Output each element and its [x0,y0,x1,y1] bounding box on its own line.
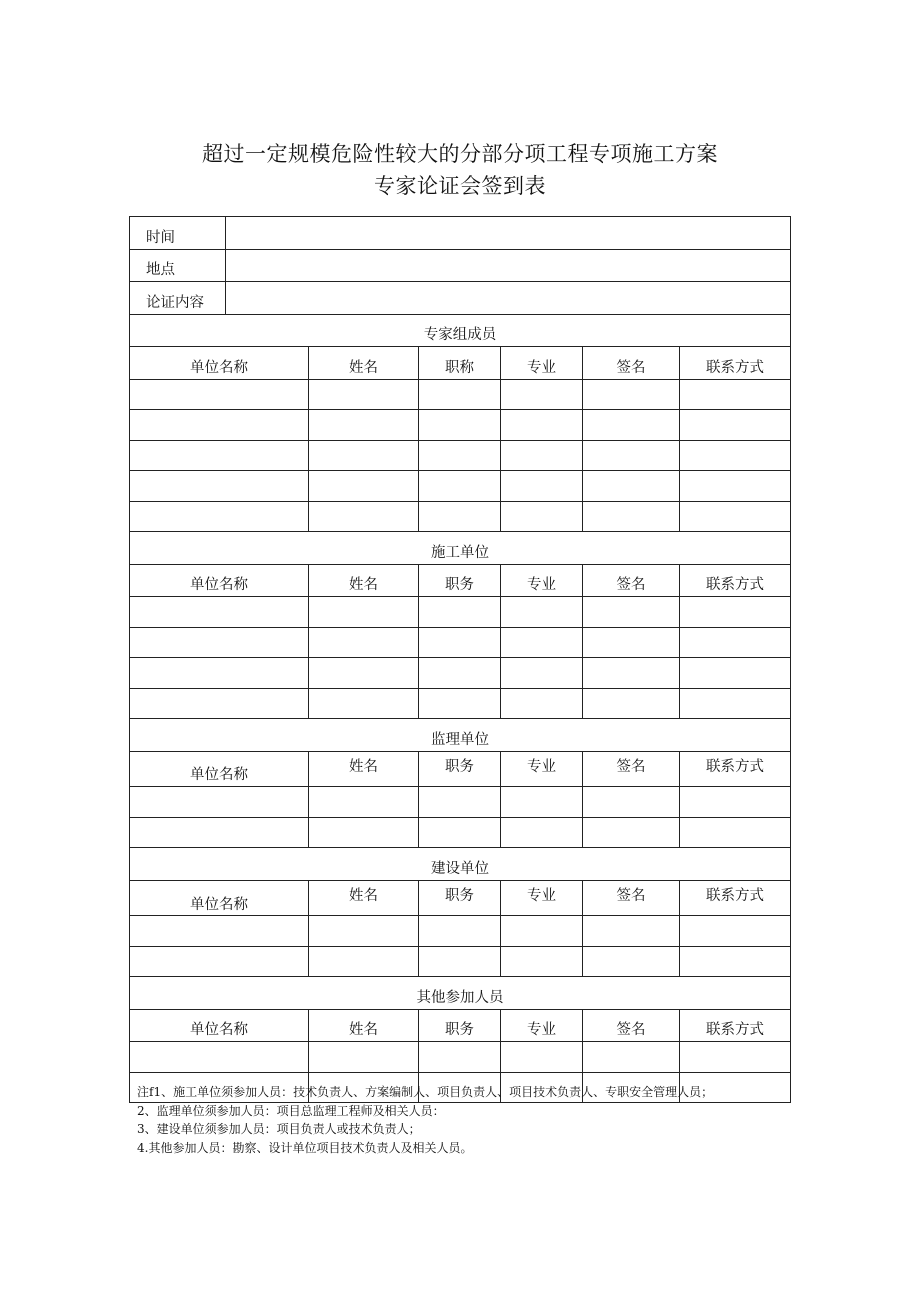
entry-row [130,440,791,471]
note-3: 3、建设单位须参加人员：项目负责人或技术负责人； [137,1122,421,1136]
entry-cell[interactable] [419,946,501,977]
entry-row [130,1042,791,1073]
entry-row [130,787,791,818]
entry-cell[interactable] [419,379,501,410]
entry-cell[interactable] [583,688,680,719]
entry-cell[interactable] [309,379,419,410]
entry-cell[interactable] [680,658,791,689]
column-header: 签名 [583,880,680,916]
entry-cell[interactable] [309,688,419,719]
form-title: 超过一定规模危险性较大的分部分项工程专项施工方案 [202,142,718,166]
entry-cell[interactable] [583,1042,680,1073]
entry-cell[interactable] [309,627,419,658]
entry-row [130,379,791,410]
entry-cell[interactable] [501,817,583,848]
entry-cell[interactable] [309,916,419,947]
entry-cell[interactable] [419,471,501,502]
entry-cell[interactable] [583,501,680,532]
info-value-cell[interactable] [226,217,791,250]
entry-cell[interactable] [419,787,501,818]
entry-cell[interactable] [309,658,419,689]
entry-cell[interactable] [501,501,583,532]
entry-cell[interactable] [583,471,680,502]
form-subtitle: 专家论证会签到表 [374,174,546,198]
column-header: 专业 [501,880,583,916]
entry-cell[interactable] [583,440,680,471]
entry-cell[interactable] [309,817,419,848]
column-header-row [130,564,791,597]
entry-cell[interactable] [130,627,309,658]
column-header-row [130,347,791,380]
info-value-cell[interactable] [226,282,791,315]
note-1: 注f1、施工单位须参加人员：技术负责人、方案编制人、项目负责人、项目技术负责人、专职安全管理人员； [137,1085,714,1099]
info-row [130,282,791,315]
entry-cell[interactable] [583,627,680,658]
note-4: 4.其他参加人员：勘察、设计单位项目技术负责人及相关人员。 [137,1140,473,1155]
entry-cell[interactable] [501,471,583,502]
entry-row [130,410,791,441]
entry-cell[interactable] [583,379,680,410]
entry-cell[interactable] [680,946,791,977]
entry-cell[interactable] [583,916,680,947]
entry-cell[interactable] [680,501,791,532]
entry-cell[interactable] [130,658,309,689]
entry-cell[interactable] [309,410,419,441]
section-title: 建设单位 [130,848,791,881]
entry-cell[interactable] [680,471,791,502]
column-header: 单位名称 [130,564,309,597]
entry-cell[interactable] [419,817,501,848]
column-header: 姓名 [309,880,419,916]
column-header: 专业 [501,751,583,787]
column-header: 专业 [501,347,583,380]
column-header: 单位名称 [130,880,309,916]
entry-cell[interactable] [680,627,791,658]
entry-cell[interactable] [419,916,501,947]
column-header: 职务 [419,1009,501,1042]
entry-cell[interactable] [130,597,309,628]
column-header: 姓名 [309,1009,419,1042]
column-header: 职务 [419,751,501,787]
column-header: 姓名 [309,751,419,787]
entry-cell[interactable] [501,787,583,818]
entry-cell[interactable] [309,440,419,471]
section-title: 专家组成员 [130,314,791,347]
entry-cell[interactable] [680,688,791,719]
entry-cell[interactable] [130,410,309,441]
entry-cell[interactable] [583,597,680,628]
entry-cell[interactable] [583,946,680,977]
entry-cell[interactable] [130,817,309,848]
entry-cell[interactable] [130,1042,309,1073]
section-title-row [130,532,791,565]
entry-row [130,658,791,689]
entry-cell[interactable] [419,410,501,441]
entry-cell[interactable] [680,817,791,848]
section-title: 其他参加人员 [130,977,791,1010]
info-label: 论证内容 [130,282,226,315]
section-title-row [130,848,791,881]
entry-row [130,627,791,658]
entry-cell[interactable] [501,410,583,441]
section-title-row [130,314,791,347]
entry-cell[interactable] [680,440,791,471]
entry-cell[interactable] [680,379,791,410]
entry-cell[interactable] [130,787,309,818]
column-header: 单位名称 [130,347,309,380]
column-header: 单位名称 [130,751,309,787]
entry-cell[interactable] [309,597,419,628]
entry-cell[interactable] [583,658,680,689]
column-header: 职称 [419,347,501,380]
column-header-row [130,1009,791,1042]
entry-row [130,597,791,628]
entry-cell[interactable] [130,379,309,410]
entry-cell[interactable] [309,787,419,818]
entry-row [130,946,791,977]
entry-cell[interactable] [583,787,680,818]
entry-cell[interactable] [419,688,501,719]
entry-cell[interactable] [501,627,583,658]
column-header: 签名 [583,347,680,380]
column-header: 签名 [583,751,680,787]
entry-cell[interactable] [309,946,419,977]
entry-cell[interactable] [583,817,680,848]
entry-cell[interactable] [419,597,501,628]
entry-cell[interactable] [130,916,309,947]
info-row [130,217,791,250]
column-header: 联系方式 [680,564,791,597]
entry-cell[interactable] [309,1042,419,1073]
entry-cell[interactable] [501,379,583,410]
entry-row [130,501,791,532]
section-title-row [130,719,791,752]
column-header: 单位名称 [130,1009,309,1042]
column-header: 联系方式 [680,1009,791,1042]
info-value-cell[interactable] [226,249,791,282]
sign-in-table [129,216,791,1103]
entry-cell[interactable] [501,946,583,977]
entry-cell[interactable] [501,440,583,471]
info-label: 时间 [130,217,226,250]
column-header: 签名 [583,1009,680,1042]
column-header: 联系方式 [680,751,791,787]
section-title: 监理单位 [130,719,791,752]
column-header: 签名 [583,564,680,597]
entry-cell[interactable] [130,688,309,719]
column-header: 专业 [501,1009,583,1042]
entry-cell[interactable] [501,1042,583,1073]
entry-cell[interactable] [680,916,791,947]
section-title-row [130,977,791,1010]
entry-cell[interactable] [130,471,309,502]
column-header: 专业 [501,564,583,597]
entry-cell[interactable] [419,440,501,471]
column-header: 联系方式 [680,347,791,380]
entry-cell[interactable] [583,410,680,441]
column-header: 姓名 [309,347,419,380]
entry-row [130,471,791,502]
info-row [130,249,791,282]
column-header: 联系方式 [680,880,791,916]
sign-in-table-body [130,217,791,1103]
column-header-row [130,880,791,916]
entry-cell[interactable] [309,501,419,532]
column-header: 职务 [419,564,501,597]
section-title: 施工单位 [130,532,791,565]
entry-cell[interactable] [680,410,791,441]
entry-cell[interactable] [130,440,309,471]
entry-cell[interactable] [680,787,791,818]
entry-cell[interactable] [419,658,501,689]
notes [137,1083,797,1157]
entry-cell[interactable] [309,471,419,502]
column-header: 职务 [419,880,501,916]
entry-cell[interactable] [680,597,791,628]
entry-cell[interactable] [419,501,501,532]
entry-cell[interactable] [419,1042,501,1073]
entry-cell[interactable] [501,597,583,628]
entry-row [130,916,791,947]
entry-cell[interactable] [130,501,309,532]
column-header-row [130,751,791,787]
entry-row [130,817,791,848]
info-label: 地点 [130,249,226,282]
entry-cell[interactable] [501,688,583,719]
column-header: 姓名 [309,564,419,597]
entry-row [130,688,791,719]
entry-cell[interactable] [680,1042,791,1073]
entry-cell[interactable] [130,946,309,977]
entry-cell[interactable] [501,916,583,947]
note-2: 2、监理单位须参加人员：项目总监理工程师及相关人员： [137,1103,445,1118]
entry-cell[interactable] [501,658,583,689]
entry-cell[interactable] [419,627,501,658]
